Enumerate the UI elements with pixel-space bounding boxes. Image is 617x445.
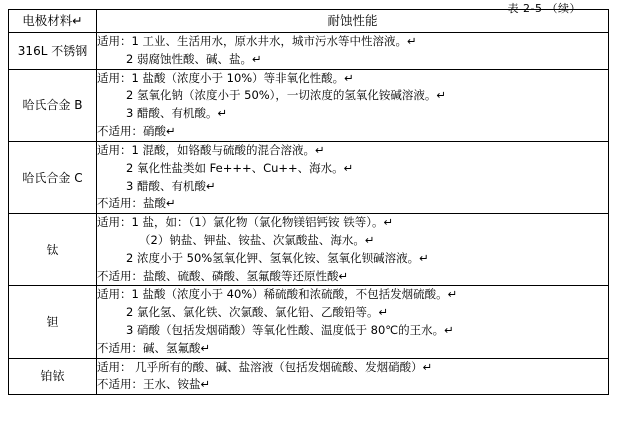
cell-material bbox=[9, 33, 97, 70]
perf-line: 适用：1 盐酸（浓度小于 10%）等非氧化性酸。↵ bbox=[97, 70, 354, 85]
table-row bbox=[9, 33, 609, 70]
table-row bbox=[9, 69, 609, 141]
perf-line: 不适用：王水、铵盐↵ bbox=[97, 377, 211, 392]
cell-material bbox=[9, 69, 97, 141]
cell-performance bbox=[97, 358, 609, 395]
table-row bbox=[9, 141, 609, 213]
perf-line: 不适用：硝酸↵ bbox=[97, 124, 176, 139]
cell-performance bbox=[97, 286, 609, 358]
perf-line: 不适用：盐酸↵ bbox=[97, 196, 176, 211]
material-label: 哈氏合金 C bbox=[22, 170, 83, 185]
perf-line: 2 氯化氢、氯化铁、次氯酸、氯化铅、乙酸铅等。↵ bbox=[126, 305, 389, 320]
perf-line: 2 氢氧化钠（浓度小于 50%），一切浓度的氢氧化铵碱溶液。↵ bbox=[126, 88, 447, 103]
perf-line: 适用： 几乎所有的酸、碱、盐溶液（包括发烟硫酸、发烟硝酸）↵ bbox=[97, 359, 433, 374]
material-label: 钛 bbox=[46, 242, 59, 257]
material-label: 钽 bbox=[46, 315, 59, 329]
cell-performance bbox=[97, 214, 609, 286]
perf-line: 2 浓度小于 50%氢氧化钾、氢氧化铵、氢氧化钡碱溶液。↵ bbox=[126, 250, 429, 265]
cell-performance bbox=[97, 33, 609, 70]
material-label: 哈氏合金 B bbox=[22, 98, 83, 113]
perf-line: 适用：1 盐酸（浓度小于 40%）稀硫酸和浓硫酸，不包括发烟硫酸。↵ bbox=[97, 287, 458, 302]
cell-material bbox=[9, 358, 97, 395]
material-label: 铂铱 bbox=[40, 369, 65, 384]
perf-line: 不适用：盐酸、硫酸、磷酸、氢氟酸等还原性酸↵ bbox=[97, 268, 349, 283]
header-cell-material: 电极材料↵ bbox=[9, 10, 97, 33]
perf-line: 适用：1 盐，如：（1）氯化物（氯化物镁铝钙铵 铁等）。↵ bbox=[97, 215, 394, 230]
table-row bbox=[9, 214, 609, 286]
material-label: 316L 不锈钢 bbox=[17, 43, 88, 58]
table-body bbox=[9, 10, 609, 395]
perf-line: （2）钠盐、钾盐、铵盐、次氯酸盐、海水。↵ bbox=[139, 232, 375, 247]
cell-material bbox=[9, 286, 97, 358]
header-cell-performance: 耐蚀性能 bbox=[97, 10, 609, 33]
perf-line: 适用：1 工业、生活用水，原水井水，城市污水等中性溶液。↵ bbox=[97, 34, 417, 48]
table-caption: 表 2-5 （续） bbox=[507, 2, 581, 15]
electrode-material-table bbox=[8, 9, 609, 395]
cell-performance bbox=[97, 141, 609, 213]
cell-material bbox=[9, 141, 97, 213]
table-row bbox=[9, 358, 609, 395]
perf-line: 2 氧化性盐类如 Fe+++、Cu++、海水。↵ bbox=[126, 160, 354, 175]
table-header-row bbox=[9, 10, 609, 33]
perf-line: 3 醋酸、有机酸↵ bbox=[126, 178, 216, 193]
cell-performance bbox=[97, 69, 609, 141]
perf-line: 3 硝酸（包括发烟硝酸）等氧化性酸、温度低于 80℃的王水。↵ bbox=[126, 323, 454, 337]
perf-line: 2 弱腐蚀性酸、碱、盐。↵ bbox=[126, 51, 262, 66]
cell-material bbox=[9, 214, 97, 286]
table-row bbox=[9, 286, 609, 358]
perf-line: 不适用：碱、氢氟酸↵ bbox=[97, 340, 211, 355]
perf-line: 3 醋酸、有机酸。↵ bbox=[126, 106, 228, 121]
perf-line: 适用：1 混酸，如铬酸与硫酸的混合溶液。↵ bbox=[97, 142, 325, 157]
